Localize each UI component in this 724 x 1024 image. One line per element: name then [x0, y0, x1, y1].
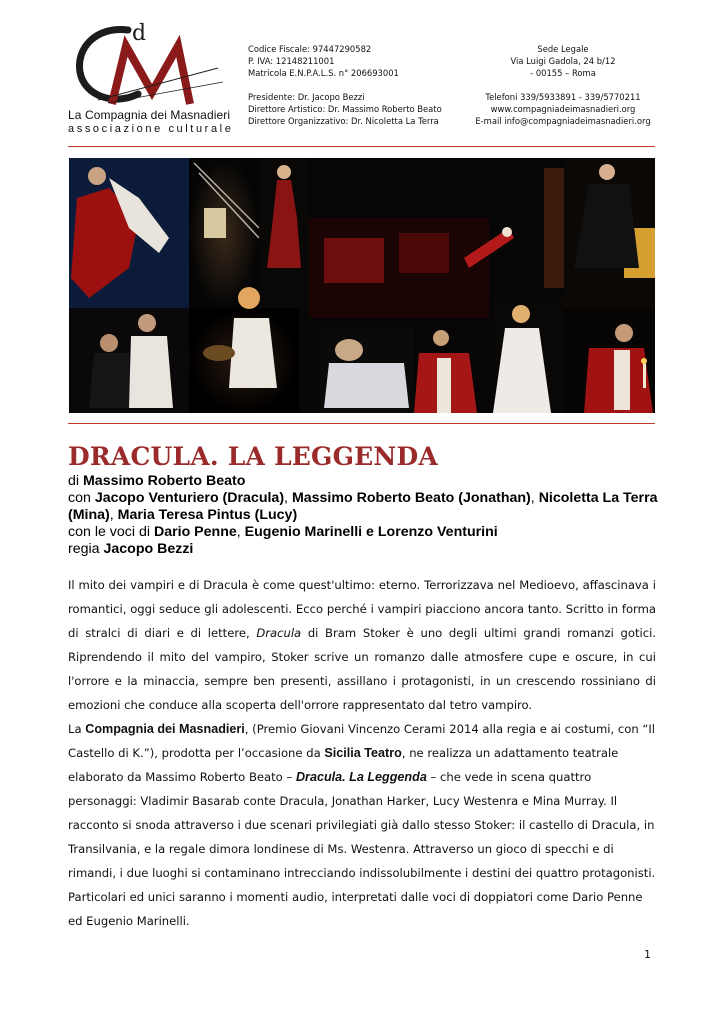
artistic-director: Direttore Artistico: Dr. Massimo Roberto Beato — [248, 104, 442, 114]
author-line: di Massimo Roberto Beato — [68, 473, 246, 489]
phone-numbers: Telefoni 339/5933891 - 339/5770211 — [485, 92, 641, 102]
website-link[interactable]: www.compagniadeimasnadieri.org — [490, 104, 636, 114]
show-name: Dracula. La Leggenda — [295, 770, 427, 784]
company-logo — [68, 20, 234, 138]
fiscal-code: Codice Fiscale: 97447290582 — [248, 44, 372, 54]
photo-divider — [68, 423, 655, 424]
cast-member: Maria Teresa Pintus (Lucy) — [117, 507, 298, 523]
page-number: 1 — [644, 948, 651, 961]
street-address: Via Luigi Gadola, 24 b/12 — [510, 56, 616, 66]
paragraph-production: La Compagnia dei Masnadieri, (Premio Giovani Vincenzo Cerami 2014 alla regia e ai costumi, con “Il Castello di K.”), prodotta per l’occasione da Sicilia Teatro, ne realizza un adattamento teatrale elaborato da Massimo Roberto Beato – Dracula. La Leggenda – che vede in scena quattro personaggi: Vladimir Basarab conte Dracula, Jonathan Harker, Lucy Westenra e Mina Murray. Il racconto si snoda attraverso i due scenari privilegiati già dallo stesso Stoker: il castello di Dracula, in Transilvania, e la regale dimora londinese di Ms. Westenra. Attraverso un gioco di specchi e di rimandi, i due luoghi si contaminano intrecciando indissolubilmente i destini dei quattro protagonisti. Particolari ed unici saranno i momenti audio, interpretati dalle voci di doppiatori come Dario Penne ed Eugenio Marinelli. — [68, 722, 656, 928]
office-label: Sede Legale — [537, 44, 589, 54]
producer-name: Sicilia Teatro — [324, 746, 402, 760]
collage-illustration — [69, 158, 655, 413]
email-link[interactable]: E-mail info@compagniadeimasnadieri.org — [475, 116, 651, 126]
organizational-director: Direttore Organizzativo: Dr. Nicoletta La Terra — [248, 116, 439, 126]
city: - 00155 – Roma — [530, 68, 596, 78]
article-body — [68, 573, 656, 933]
cdm-monogram — [68, 20, 228, 110]
cast-member: Massimo Roberto Beato (Jonathan) — [291, 490, 531, 506]
letterhead-legal-info — [248, 43, 442, 127]
show-credits — [68, 473, 668, 558]
vat-number: P. IVA: 12148211001 — [248, 56, 335, 66]
director: Jacopo Bezzi — [103, 541, 194, 557]
cast-member: Jacopo Venturiero (Dracula) — [94, 490, 285, 506]
header-divider — [68, 146, 655, 147]
letterhead-contact-info — [456, 43, 670, 127]
paragraph-intro: Il mito dei vampiri e di Dracula è come quest'ultimo: eterno. Terrorizzava nel Medioevo, affascinava i romantici, oggi seduce gli adolescenti. Ecco perché i vampiri piacciono ancora tanto. Scritto in forma di stralci di diari e di lettere, Dracula di Bram Stoker è uno degli ultimi grandi romanzi gotici. Riprendendo il mito del vampiro, Stoker scrive un romanzo dalle atmosfere cupe e oscure, in cui l'orrore e la minaccia, sempre ben presenti, assillano i protagonisti, in un crescendo rossiniano di emozioni che conduce alla scoperta dell'orrore rappresentato dal tetro vampiro. — [68, 578, 656, 712]
organization-type: associazione culturale — [68, 123, 234, 135]
company-name: Compagnia dei Masnadieri — [85, 722, 245, 736]
cast-member: Nicoletta La Terra (Mina) — [68, 490, 658, 523]
director-line: regia Jacopo Bezzi — [68, 541, 194, 557]
voice-actor: Eugenio Marinelli e Lorenzo Venturini — [244, 524, 498, 540]
president: Presidente: Dr. Jacopo Bezzi — [248, 92, 365, 102]
organization-name: La Compagnia dei Masnadieri — [68, 108, 231, 122]
author: Massimo Roberto Beato — [82, 473, 246, 489]
cast-line: con Jacopo Venturiero (Dracula), Massimo Roberto Beato (Jonathan), Nicoletta La Terra (Mina), Maria Teresa Pintus (Lucy) — [68, 490, 658, 523]
enpals-number: Matricola E.N.P.A.L.S. n° 206693001 — [248, 68, 399, 78]
voice-actor: Dario Penne — [153, 524, 237, 540]
stage-photo-collage — [69, 158, 655, 413]
book-title: Dracula — [256, 626, 302, 640]
svg-text:d: d — [132, 21, 147, 46]
voices-line: con le voci di Dario Penne, Eugenio Marinelli e Lorenzo Venturini — [68, 524, 498, 540]
show-title: DRACULA. LA LEGGENDA — [68, 442, 438, 471]
